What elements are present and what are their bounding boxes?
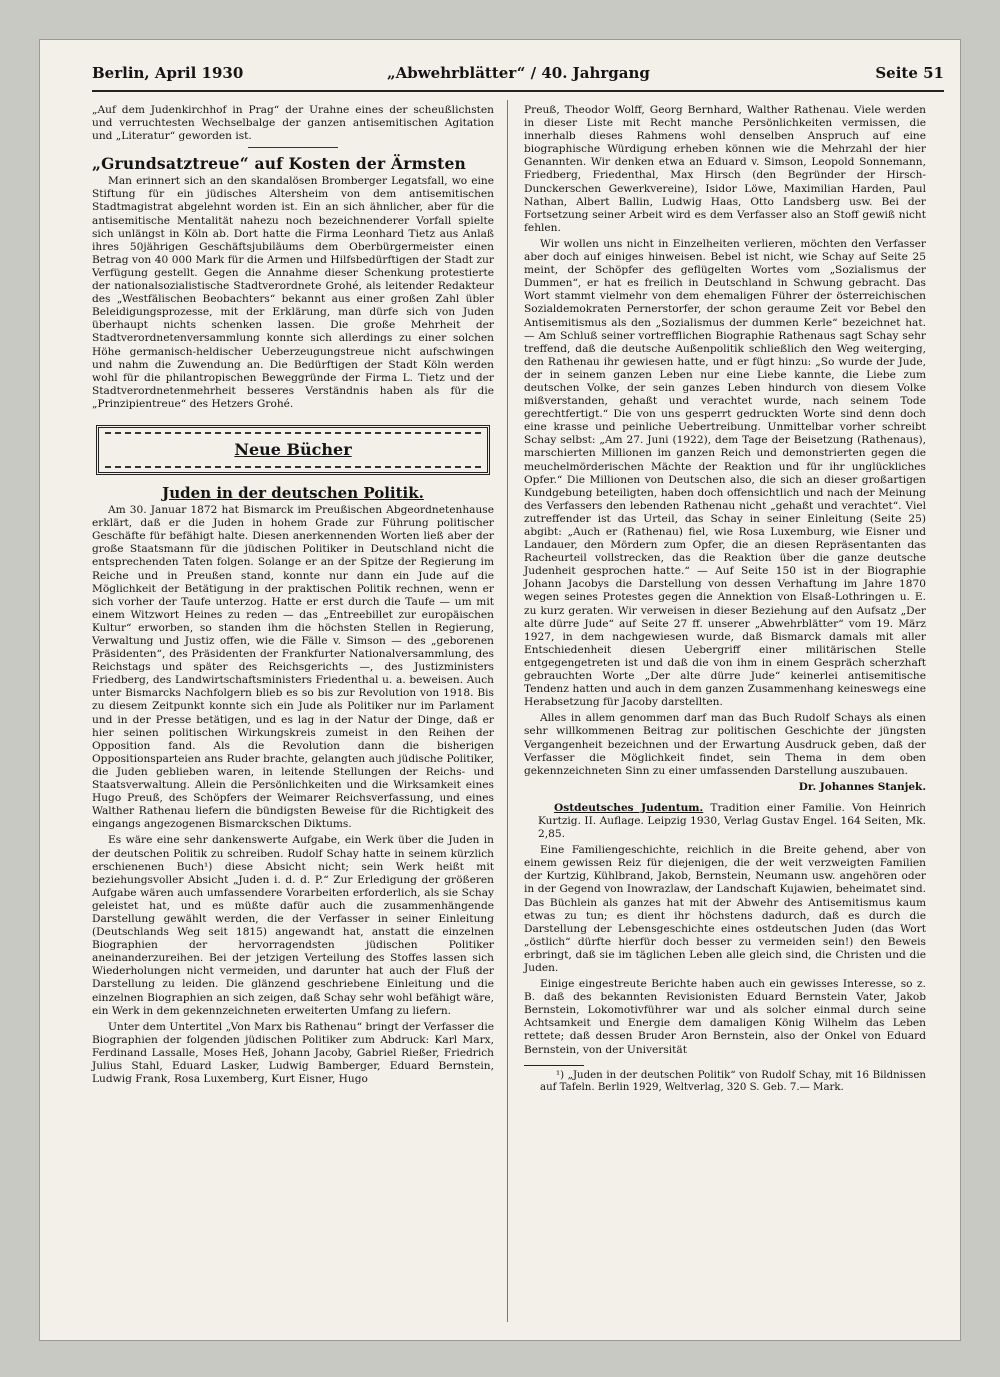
- conclusion-paragraph: Alles in allem genommen darf man das Buch Rudolf Schays als einen sehr willkommenen Beitrag zur politischen Geschichte der jüngsten Vergangenheit bezeichnen und der Erwartung Ausdruck geben, daß der Verfasser die Möglichkeit findet, sein Thema in dem oben gekennzeichneten Sinn zu einer umfassenden Darstellung auszubauen.: [524, 712, 926, 777]
- header-place-date: Berlin, April 1930: [92, 64, 244, 82]
- author-signature: Dr. Johannes Stanjek.: [798, 780, 926, 793]
- book-review-paragraph-1: Am 30. Januar 1872 hat Bismarck im Preußischen Abgeordnetenhause erklärt, daß er die Juden in hohem Grade zur Führung politischer Geschäfte für befähigt halte. Diesen anerkennenden Worten ließ aber der große Staatsmann für die jüdischen Politiker in Deutschland nicht die entsprechenden Taten folgen. Solange er an der Spitze der Regierung im Reiche und in Preußen stand, konnte nur dann ein Jude auf die Möglichkeit der Betätigung in der praktischen Politik rechnen, wenn er sich vorher der Taufe unterzog. Hatte er erst durch die Taufe — um mit einem Witzwort Heines zu reden — das „Entreebillet zur europäischen Kultur“ erworben, so standen ihm die höchsten Stellen in Regierung, Verwaltung und Justiz offen, wie die Fälle v. Simson — des „geborenen Präsidenten“, des Präsidenten der Frankfurter Nationalversammlung, des Reichstags und später des Reichsgerichts —, des Justizministers Friedberg, des Landwirtschaftsministers Friedenthal u. a. beweisen. Auch unter Bismarcks Nachfolgern blieb es so bis zur Revolution von 1918. Bis zu diesem Zeitpunkt konnte sich ein Jude als Politiker nur im Parlament und in der Presse betätigen, und es lag in der Natur der Dinge, daß er hier seinen politischen Wirkungskreis zumeist in den Reihen der Opposition fand. Als die Revolution dann die bisherigen Oppositionsparteien ans Ruder brachte, gelangten auch jüdische Politiker, die Juden geblieben waren, in leitende Stellungen der Reichs- und Staatsverwaltung. Allein die Persönlichkeiten und die Wirksamkeit eines Hugo Preuß, des Schöpfers der Weimarer Reichsverfassung, und eines Walther Rathenau liefern die bündigsten Beweise für die Richtigkeit des eingangs angezogenen Bismarckschen Diktums.: [92, 504, 494, 831]
- footnote-rule: [524, 1065, 584, 1066]
- critique-paragraph: Wir wollen uns nicht in Einzelheiten verlieren, möchten den Verfasser aber doch auf einiges hinweisen. Bebel ist nicht, wie Schay auf Seite 25 meint, der Schöpfer des geflügelten Wortes vom „Sozialismus der Dummen“, er hat es freilich in Deutschland in Schwung gebracht. Das Wort stammt vielmehr von dem ehemaligen Führer der österreichischen Sozialdemokraten Pernerstorfer, der schon geraume Zeit vor Bebel den Antisemitismus als den „Sozialismus der dummen Kerle“ bezeichnet hat. — Am Schluß seiner vortrefflichen Biographie Rathenaus sagt Schay sehr treffend, daß die deutsche Außenpolitik schließlich den Weg weiterging, den Rathenau ihr gewiesen hatte, und er fügt hinzu: „So wurde der Jude, der in seinem ganzen Leben nur eine Liebe kannte, die Liebe zum deutschen Volke, der sein ganzes Leben hindurch von diesem Volke mißverstanden, gehaßt und verachtet wurde, nach seinem Tode gerechtfertigt.“ Die von uns gesperrt gedruckten Worte sind denn doch eine krasse und peinliche Uebertreibung. Unmittelbar vorher schreibt Schay selbst: „Am 27. Juni (1922), dem Tage der Beisetzung (Rathenaus), marschierten Millionen im ganzen Reich und demonstrierten gegen die meuchelmörderischen Mächte der Reaktion und für ihr unglückliches Opfer.“ Die Millionen von Deutschen also, die sich an dieser großartigen Kundgebung beteiligten, haben doch offensichtlich und nach der Meinung des Verfassers den lebenden Rathenau nicht „gehaßt und verachtet“. Viel zutreffender ist das Urteil, das Schay in seiner Einleitung (Seite 25) abgibt: „Auch er (Rathenau) fiel, wie Rosa Luxemburg, wie Eisner und Landauer, den Mördern zum Opfer, die an diesen Repräsentanten das Racheurteil vollstrecken, das die Reaktion über die ganze deutsche Judenheit gesprochen hatte.“ — Auf Seite 150 ist in der Biographie Johann Jacobys die Darstellung von dessen Verhaftung im Jahre 1870 wegen seines Protestes gegen die Annektion von Elsaß-Lothringen u. E. zu kurz geraten. Wir verweisen in dieser Beziehung auf den Aufsatz „Der alte dürre Jude“ auf Seite 27 ff. unserer „Abwehrblätter“ vom 19. März 1927, in dem nachgewiesen wurde, daß Bismarck damals mit aller Entschiedenheit diesen Uebergriff einer militärischen Stelle entgegengetreten ist und daß die von ihm in einem Gespräch scherzhaft gebrauchten Worte „Der alte dürre Jude“ keinerlei antisemitische Tendenz hatten und auch in dem ganzen Zusammenhang keineswegs eine Herabsetzung für Jacoby darstellten.: [524, 237, 926, 709]
- second-review-title: Ostdeutsches Judentum.: [554, 801, 704, 814]
- continued-paragraph: Preuß, Theodor Wolff, Georg Bernhard, Walther Rathenau. Viele werden in dieser Liste mit Recht manche Persönlichkeiten vermissen, die innerhalb dieses Rahmens wohl denselben Anspruch auf eine biographische Würdigung erheben können wie die Mehrzahl der hier Genannten. Wir denken etwa an Eduard v. Simson, Leopold Sonnemann, Friedberg, Friedenthal, Max Hirsch (den Begründer der Hirsch-Dunckerschen Gewerkvereine), Isidor Löwe, Maximilian Harden, Paul Nathan, Albert Ballin, Ludwig Haas, Otto Landsberg usw. Bei der Fortsetzung seiner Arbeit wird es dem Verfasser also an Stoff gewiß nicht fehlen.: [524, 104, 926, 234]
- new-books-banner: [96, 425, 490, 475]
- second-review-heading: [524, 802, 926, 841]
- page-header: [92, 64, 944, 86]
- footnote: ¹) „Juden in der deutschen Politik“ von Rudolf Schay, mit 16 Bildnissen auf Tafeln. Berlin 1929, Weltverlag, 320 S. Geb. 7.— Mark.: [540, 1069, 926, 1094]
- section-paragraph: Man erinnert sich an den skandalösen Bromberger Legatsfall, wo eine Stiftung für ein jüdisches Altersheim von dem antisemitischen Stadtmagistrat abgelehnt worden ist. Ein an sich ähnlicher, aber für die antisemitische Mentalität nahezu noch bezeichnenderer Vorfall spielte sich unlängst in Köln ab. Dort hatte die Firma Leonhard Tietz aus Anlaß ihres 50jährigen Geschäftsjubiläums dem Oberbürgermeister einen Betrag von 40 000 Mark für die Armen und Hilfsbedürftigen der Stadt zur Verfügung gestellt. Gegen die Annahme dieser Schenkung protestierte der nationalsozialistische Stadtverordnete Grohé, als leitender Redakteur des „Westfälischen Beobachters“ bekannt aus einer großen Zahl übler Beleidigungsprozesse, mit der Erklärung, man dürfe sich von Juden überhaupt nichts schenken lassen. Die große Mehrheit der Stadtverordnetenversammlung konnte sich allerdings zu einer solchen Höhe germanisch-heldischer Ueberzeugungstreue nicht aufschwingen und nahm die Zuwendung an. Die Bedürftigen der Stadt Köln werden wohl für die philantropischen Beweggründe der Firma L. Tietz und der Stadtverordnetenmehrheit besseres Verständnis haben als für die „Prinzipientreue“ des Hetzers Grohé.: [92, 175, 494, 410]
- right-column: [524, 104, 926, 1098]
- section-title: „Grundsatztreue“ auf Kosten der Ärmsten: [92, 154, 466, 174]
- second-review-meta: Tradition einer Familie. Von Heinrich Kurtzig. II. Auflage. Leipzig 1930, Verlag Gustav Engel. 164 Seiten, Mk. 2,85.: [538, 801, 926, 841]
- new-books-title: Neue Bücher: [234, 440, 352, 460]
- column-divider: [507, 100, 508, 1322]
- newspaper-page: [40, 40, 960, 1340]
- section-separator: [248, 147, 338, 148]
- header-publication: „Abwehrblätter“ / 40. Jahrgang: [387, 64, 650, 82]
- second-review-paragraph-2: Einige eingestreute Berichte haben auch ein gewisses Interesse, so z. B. daß des bekannten Revisionisten Eduard Bernstein Vater, Jakob Bernstein, Lokomotivführer war und als solcher einmal durch seine Achtsamkeit und Energie dem damaligen König Wilhelm das Leben rettete; daß dessen Bruder Aron Bernstein, also der Onkel von Eduard Bernstein, von der Universität: [524, 978, 926, 1056]
- header-page-number: Seite 51: [875, 64, 944, 82]
- book-review-paragraph-3: Unter dem Untertitel „Von Marx bis Rathenau“ bringt der Verfasser die Biographien der folgenden jüdischen Politiker zum Abdruck: Karl Marx, Ferdinand Lassalle, Moses Heß, Johann Jacoby, Gabriel Rießer, Friedrich Julius Stahl, Eduard Lasker, Ludwig Bamberger, Eduard Bernstein, Ludwig Frank, Rosa Luxemberg, Kurt Eisner, Hugo: [92, 1020, 494, 1086]
- intro-paragraph: „Auf dem Judenkirchhof in Prag“ der Urahne eines der scheußlichsten und verruchtesten Wechselbalge der ganzen antisemitischen Agitation und „Literatur“ geworden ist.: [92, 104, 494, 143]
- second-review-paragraph-1: Eine Familiengeschichte, reichlich in die Breite gehend, aber von einem gewissen Reiz für diejenigen, die der weit verzweigten Familien der Kurtzig, Kühlbrand, Jakob, Bernstein, Neumann usw. angehören oder in der Gegend von Inowrazlaw, der Landschaft Kujawien, beheimatet sind. Das Büchlein als ganzes hat mit der Abwehr des Antisemitismus kaum etwas zu tun; es dient ihr höchstens dadurch, daß es durch die Darstellung der Lebensgeschichte eines ostdeutschen Juden (das Wort „östlich“ dürfte hierfür doch besser zu vermeiden sein!) den Beweis erbringt, daß sie im täglichen Leben alle gleich sind, die Christen und die Juden.: [524, 844, 926, 974]
- book-review-paragraph-2: Es wäre eine sehr dankenswerte Aufgabe, ein Werk über die Juden in der deutschen Politik zu schreiben. Rudolf Schay hatte in seinem kürzlich erschienenen Buch¹) diese Absicht nicht; sein Werk heißt mit beziehungsvoller Absicht „Juden i. d. d. P.“ Zur Erledigung der größeren Aufgabe wären auch umfassendere Vorarbeiten erforderlich, als sie Schay geleistet hat, und es müßte dafür auch die zusammenhängende Darstellung gewählt werden, die der Verfasser in seiner Einleitung (Deutschlands Weg seit 1815) angewandt hat, anstatt die einzelnen Biographien der hervorragendsten jüdischen Politiker aneinanderzureihen. Bei der jetzigen Verteilung des Stoffes lassen sich Wiederholungen nicht vermeiden, und darunter hat auch der Fluß der Darstellung zu leiden. Die glänzend geschriebene Einleitung und die einzelnen Biographien an sich zeigen, daß Schay sehr wohl befähigt wäre, ein Werk in dem gekennzeichneten erweiterten Umfang zu liefern.: [92, 834, 494, 1017]
- left-column: [92, 104, 494, 1089]
- header-rule: [92, 90, 944, 92]
- book-review-title: Juden in der deutschen Politik.: [162, 483, 424, 502]
